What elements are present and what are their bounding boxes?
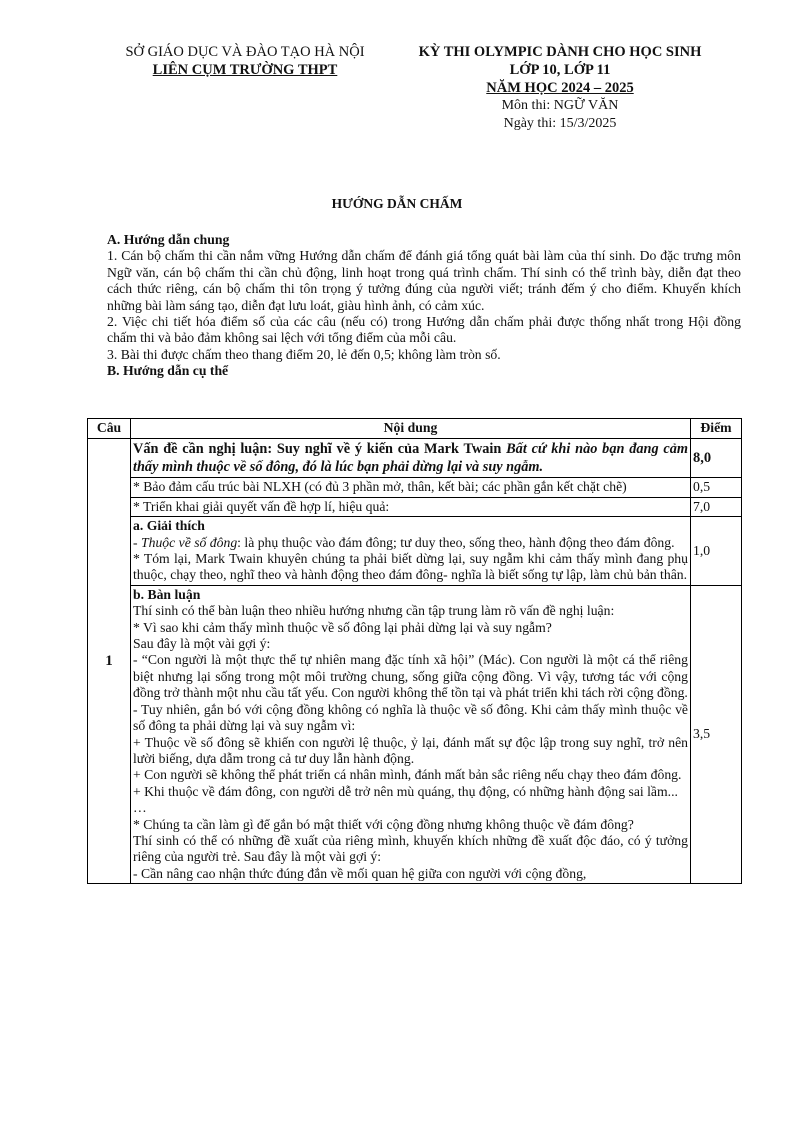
discuss-line: + Con người sẽ không thể phát triển cá nhân mình, đánh mất bản sắc riêng nếu chạy theo đám đông. (133, 767, 682, 783)
discuss-line: - Tuy nhiên, gắn bó với cộng đồng không có nghĩa là thuộc về số đông. Khi cảm thấy mình thuộc về số đông ta phải dừng lại và suy ngẫm vì: (133, 701, 688, 734)
deploy-score: 7,0 (691, 497, 742, 516)
discuss-line: Thí sinh có thể có những đề xuất của riêng mình, khuyến khích những đề xuất độc đáo, có ý tưởng riêng của người trẻ. Sau đây là một vài gợi ý: (133, 832, 688, 865)
table-row (88, 517, 742, 586)
header-right (390, 43, 730, 133)
discuss-heading: b. Bàn luận (133, 586, 201, 602)
table-header-row (88, 419, 742, 439)
explain-term: Thuộc về số đông (140, 534, 238, 550)
school-cluster-name: LIÊN CỤM TRƯỜNG THPT (152, 62, 338, 78)
structure-requirement: * Bảo đảm cấu trúc bài NLXH (có đủ 3 phần mở, thân, kết bài; các phần gắn kết chặt chẽ) (131, 478, 691, 497)
discuss-line: - Cần nâng cao nhận thức đúng đắn về mối quan hệ giữa con người với cộng đồng, (133, 865, 587, 881)
column-header-score: Điểm (691, 419, 742, 439)
discuss-line: + Khi thuộc về đám đông, con người dễ trở nên mù quáng, thụ động, có những hành động sai lầm... (133, 783, 678, 799)
topic-prefix: Vấn đề cần nghị luận: Suy nghĩ về ý kiến của Mark Twain (133, 441, 507, 458)
table-row (88, 585, 742, 883)
topic-score: 8,0 (691, 439, 742, 478)
department-name: SỞ GIÁO DỤC VÀ ĐÀO TẠO HÀ NỘI (125, 44, 365, 60)
exam-name: KỲ THI OLYMPIC DÀNH CHO HỌC SINH (418, 44, 702, 60)
discuss-score: 3,5 (691, 585, 742, 883)
header-left (100, 43, 390, 79)
discuss-cell (131, 585, 691, 883)
general-heading: A. Hướng dẫn chung (107, 232, 230, 247)
document-title: HƯỚNG DẪN CHẤM (331, 196, 463, 211)
discuss-line: * Vì sao khi cảm thấy mình thuộc về số đông lại phải dừng lại và suy ngẫm? (133, 619, 552, 635)
discuss-line: + Thuộc về số đông sẽ khiến con người lệ thuộc, ỷ lại, đánh mất sự độc lập trong suy nghĩ, trở nên lười biếng, dựa dẫm trong cả tư duy lẫn hành động. (133, 734, 688, 766)
scoring-table (87, 418, 742, 884)
explain-definition: - Thuộc về số đông: là phụ thuộc vào đám đông; tư duy theo, sống theo, hành động theo đám đông. (133, 534, 675, 550)
general-guidelines (107, 232, 741, 380)
guideline-item: 3. Bài thi được chấm theo thang điểm 20, lẻ đến 0,5; không làm tròn số. (107, 346, 501, 362)
table-row (88, 478, 742, 497)
exam-subject: Môn thi: NGỮ VĂN (501, 98, 619, 113)
exam-grades: LỚP 10, LỚP 11 (509, 62, 611, 78)
structure-score: 0,5 (691, 478, 742, 497)
question-number: 1 (88, 439, 131, 884)
discuss-line: Sau đây là một vài gợi ý: (133, 636, 271, 652)
discuss-line: - “Con người là một thực thể tự nhiên mang đặc tính xã hội” (Mác). Con người là một cá thể riêng biệt nhưng lại sống trong một môi trường chung, sống giữa cộng đồng. Vì vậy, tương tác với cộng đồng trở thành một nhu cầu tất yếu. Con người không thể tồn tại và phát triển khi tách rời cộng đồng. (133, 652, 688, 701)
column-header-question: Câu (88, 419, 131, 439)
topic-quote: Bất cứ khi nào bạn đang cảm thấy mình thuộc về số đông, đó là lúc bạn phải dừng lại và suy ngẫm. (133, 441, 689, 476)
explain-summary: * Tóm lại, Mark Twain khuyên chúng ta phải biết dừng lại, suy ngẫm khi cảm thấy mình đang phụ thuộc, chạy theo, nghĩ theo và hành động theo đám đông- nghĩa là biết sống tự lập, làm chủ bản thân. (133, 551, 688, 583)
explain-score: 1,0 (691, 517, 742, 586)
specific-heading: B. Hướng dẫn cụ thể (107, 363, 229, 379)
explain-heading: a. Giải thích (133, 518, 205, 534)
table-row (88, 497, 742, 516)
discuss-line: * Chúng ta cần làm gì để gắn bó mật thiết với cộng đồng nhưng không thuộc về đám đông? (133, 816, 634, 832)
table-row (88, 439, 742, 478)
guideline-item: 1. Cán bộ chấm thi cần nắm vững Hướng dẫn chấm để đánh giá tổng quát bài làm của thí sinh. Do đặc trưng môn Ngữ văn, cán bộ chấm thi cần chủ động, linh hoạt trong quá trình chấm. Thí sinh có thể trình bày, diễn đạt theo cách thức riêng, cán bộ chấm thi tôn trọng ý tưởng đúng của người viết; tránh đếm ý cho điểm. Khuyến khích những bài làm sáng tạo, diễn đạt lưu loát, giàu hình ảnh, có cảm xúc. (107, 248, 741, 313)
discuss-line: … (133, 800, 147, 816)
guideline-item: 2. Việc chi tiết hóa điểm số của các câu (nếu có) trong Hướng dẫn chấm phải được thống nhất trong Hội đồng chấm thi và bảo đảm không sai lệch với tổng điểm của mỗi câu. (107, 314, 741, 346)
explain-cell (131, 517, 691, 586)
exam-date: Ngày thi: 15/3/2025 (503, 116, 617, 131)
topic-cell (131, 439, 691, 478)
discuss-line: Thí sinh có thể bàn luận theo nhiều hướng nhưng cần tập trung làm rõ vấn đề nghị luận: (133, 603, 615, 619)
explain-term-def: : là phụ thuộc vào đám đông; tư duy theo, sống theo, hành động theo đám đông. (237, 534, 675, 550)
column-header-content: Nội dung (131, 419, 691, 439)
deploy-requirement: * Triển khai giải quyết vấn đề hợp lí, hiệu quả: (131, 497, 691, 516)
school-year: NĂM HỌC 2024 – 2025 (486, 80, 634, 96)
